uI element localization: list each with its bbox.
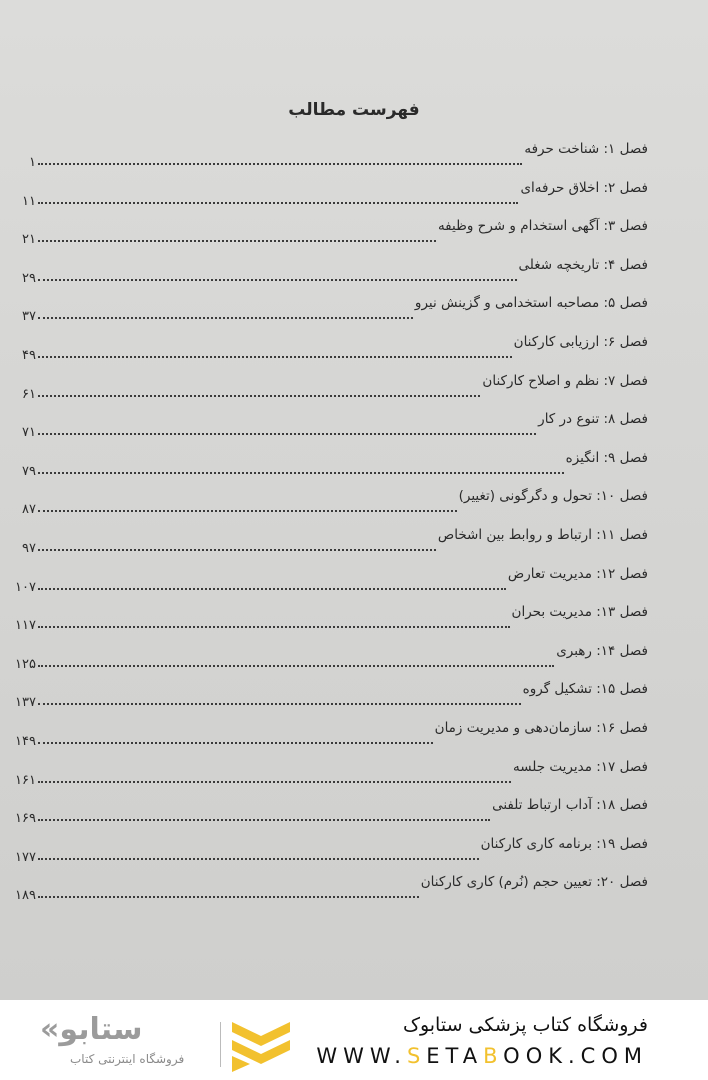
logo-divider: [220, 1022, 221, 1067]
toc-entry-page-number: ۱: [29, 155, 36, 170]
toc-entry-page-number: ۱۱۷: [15, 618, 36, 634]
setabook-logo: [30, 1012, 280, 1072]
toc-entry-page-number: ۱۶۹: [15, 811, 36, 827]
toc-entry-title: فصل ۶: ارزیابی کارکنان: [513, 334, 648, 350]
toc-entry: [0, 797, 708, 835]
toc-entry: [0, 759, 708, 797]
toc-entry-page-number: ۱۷۷: [15, 849, 36, 865]
toc-entry-title: فصل ۱۳: مدیریت بحران: [511, 604, 648, 621]
dotted-leader: [38, 779, 511, 783]
toc-entry: [0, 450, 708, 488]
toc-entry: [0, 681, 708, 719]
dotted-leader: [38, 393, 480, 397]
toc-entry-page-number: ۱۳۷: [15, 695, 36, 711]
toc-entry: [0, 874, 708, 912]
dotted-leader: [38, 624, 510, 628]
toc-entry: [0, 257, 708, 295]
dotted-leader: [38, 856, 479, 860]
chevron-logo-icon: [230, 1016, 292, 1072]
toc-entry-title: فصل ۱۲: مدیریت تعارض: [507, 565, 648, 582]
dotted-leader: [38, 894, 419, 898]
toc-entry-page-number: ۸۷: [22, 502, 36, 518]
toc-entry: [0, 373, 708, 411]
toc-entry-title: فصل ۴: تاریخچه شغلی: [518, 256, 648, 273]
toc-entry-title: فصل ۹: انگیزه: [565, 449, 648, 466]
dotted-leader: [38, 277, 517, 281]
toc-entry-title: فصل ۱۸: آداب ارتباط تلفنی: [492, 797, 648, 814]
toc-entry: [0, 180, 708, 218]
dotted-leader: [38, 431, 536, 435]
dotted-leader: [38, 586, 506, 590]
toc-entry-page-number: ۱۱: [22, 193, 36, 209]
toc-entry: [0, 720, 708, 758]
page-title: فهرست مطالب: [288, 100, 420, 120]
toc-entry: [0, 643, 708, 681]
toc-entry-page-number: ۹۷: [22, 541, 36, 556]
toc-entry-page-number: ۴۹: [22, 348, 36, 363]
toc-entry: [0, 488, 708, 526]
toc-entry-title: فصل ۱۹: برنامه کاری کارکنان: [480, 835, 648, 852]
toc-entry: [0, 836, 708, 874]
dotted-leader: [38, 547, 436, 551]
toc-entry: [0, 218, 708, 256]
toc-entry-title: فصل ۱۶: سازمان‌دهی و مدیریت زمان: [434, 720, 648, 736]
toc-entry-page-number: ۱۲۵: [15, 656, 36, 672]
toc-entry: [0, 411, 708, 449]
toc-entry-title: فصل ۱۵: تشکیل گروه: [522, 681, 648, 698]
dotted-leader: [38, 740, 433, 744]
dotted-leader: [38, 315, 413, 319]
toc-entry: [0, 527, 708, 565]
toc-entry-title: فصل ۵: مصاحبه استخدامی و گزینش نیرو: [414, 295, 648, 312]
dotted-leader: [38, 238, 436, 242]
toc-entry: [0, 566, 708, 604]
dotted-leader: [38, 701, 521, 705]
toc-entry-title: فصل ۱۱: ارتباط و روابط بین اشخاص: [437, 527, 648, 543]
toc-entry-page-number: ۳۷: [22, 309, 36, 325]
shop-url[interactable]: WWW.SETABOOK.COM: [316, 1044, 648, 1068]
toc-entry-page-number: ۱۰۷: [15, 579, 36, 595]
toc-entry-page-number: ۱۴۹: [15, 734, 36, 749]
toc-entry: [0, 334, 708, 372]
logo-wordmark: «ستابو: [40, 1012, 143, 1047]
toc-entry: [0, 604, 708, 642]
dotted-leader: [38, 508, 457, 512]
toc-entry-title: فصل ۱۰: تحول و دگرگونی (تغییر): [458, 488, 648, 505]
toc-entry-title: فصل ۱: شناخت حرفه: [524, 141, 648, 157]
toc-entry-page-number: ۱۸۹: [15, 888, 36, 904]
dotted-leader: [38, 663, 554, 667]
toc-entry: [0, 141, 708, 179]
toc-entry-page-number: ۷۱: [22, 425, 36, 441]
toc-entry-page-number: ۲۱: [22, 232, 36, 248]
toc-entry-title: فصل ۱۴: رهبری: [556, 642, 648, 659]
toc-entry-title: فصل ۱۷: مدیریت جلسه: [513, 758, 648, 775]
toc-entry-page-number: ۶۱: [22, 386, 36, 402]
dotted-leader: [38, 470, 564, 474]
shop-title: فروشگاه کتاب پزشکی ستابوک: [402, 1014, 648, 1036]
toc-entry-title: فصل ۷: نظم و اصلاح کارکنان: [482, 372, 648, 389]
toc-entry-title: فصل ۲: اخلاق حرفه‌ای: [520, 179, 648, 196]
toc-entry-page-number: ۱۶۱: [15, 772, 36, 788]
dotted-leader: [38, 817, 490, 821]
logo-subtitle: فروشگاه اینترنتی کتاب: [70, 1052, 185, 1066]
dotted-leader: [38, 161, 522, 165]
dotted-leader: [38, 200, 518, 204]
toc-entry-title: فصل ۸: تنوع در کار: [538, 411, 648, 428]
toc-entry-page-number: ۷۹: [22, 463, 36, 479]
dotted-leader: [38, 354, 512, 358]
toc-entry: [0, 295, 708, 333]
toc-entry-title: فصل ۲۰: تعیین حجم (نُرم) کاری کارکنان: [420, 874, 648, 891]
toc-entry-page-number: ۲۹: [22, 270, 36, 286]
toc-entry-title: فصل ۳: آگهی استخدام و شرح وظیفه: [437, 218, 648, 235]
